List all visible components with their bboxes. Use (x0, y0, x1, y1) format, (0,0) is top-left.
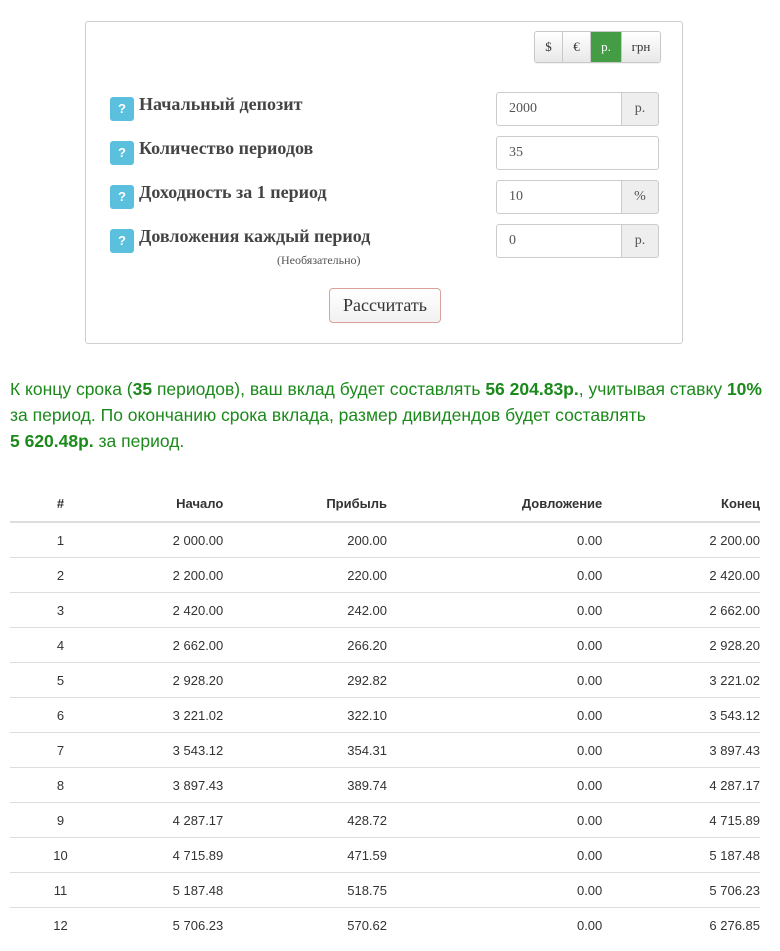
cell-start: 5 706.23 (111, 908, 223, 943)
cell-start: 2 200.00 (111, 558, 223, 593)
cell-end: 2 200.00 (709, 532, 760, 548)
header-number: # (10, 486, 111, 522)
currency-usd-button[interactable]: $ (535, 32, 563, 62)
result-text: за период. (93, 431, 185, 451)
cell-contribution: 0.00 (387, 873, 602, 908)
cell-contribution: 0.00 (387, 838, 602, 873)
cell-end: 5 187.48 (602, 838, 760, 873)
cell-profit: 292.82 (223, 663, 387, 698)
cell-end: 6 276.85 (602, 908, 760, 943)
cell-number: 3 (10, 593, 111, 628)
table-row (10, 768, 760, 803)
cell-number: 11 (10, 873, 111, 908)
cell-number: 5 (10, 663, 111, 698)
additional-contribution-currency-addon: р. (622, 224, 659, 258)
initial-deposit-currency-addon: р. (622, 92, 659, 126)
cell-end: 5 706.23 (602, 873, 760, 908)
table-row (10, 663, 760, 698)
cell-profit: 518.75 (223, 873, 387, 908)
cell-profit: 354.31 (223, 733, 387, 768)
result-text: периодов), ваш вклад будет составлять (152, 379, 486, 399)
table-header-row (10, 486, 760, 522)
cell-contribution: 0.00 (387, 768, 602, 803)
cell-number: 10 (10, 838, 111, 873)
cell-contribution: 0.00 (576, 532, 603, 548)
cell-end: 2 662.00 (602, 593, 760, 628)
table-row (10, 838, 760, 873)
cell-start: 4 287.17 (111, 803, 223, 838)
cell-contribution: 0.00 (387, 908, 602, 943)
currency-uah-button[interactable]: грн (622, 32, 660, 62)
cell-contribution: 0.00 (387, 733, 602, 768)
cell-start: 2 928.20 (111, 663, 223, 698)
table-row (10, 873, 760, 908)
help-icon[interactable]: ? (110, 141, 134, 165)
period-rate-input[interactable]: 10 (496, 180, 622, 214)
cell-start: 2 662.00 (111, 628, 223, 663)
header-start: Начало (111, 486, 223, 522)
cell-start: 3 543.12 (111, 733, 223, 768)
optional-note: (Необязательно) (277, 253, 361, 267)
schedule-table (10, 486, 760, 942)
help-icon[interactable]: ? (110, 185, 134, 209)
cell-start: 5 187.48 (111, 873, 223, 908)
table-row (10, 558, 760, 593)
result-text: К концу срока ( (10, 379, 133, 399)
header-contribution: Довложение (387, 486, 602, 522)
table-row (10, 522, 760, 558)
table-row (10, 593, 760, 628)
cell-profit: 242.00 (223, 593, 387, 628)
cell-contribution: 0.00 (387, 698, 602, 733)
cell-end: 3 221.02 (602, 663, 760, 698)
cell-number: 9 (10, 803, 111, 838)
result-text: , учитывая ставку (578, 379, 727, 399)
cell-end: 2 928.20 (602, 628, 760, 663)
table-row (10, 733, 760, 768)
currency-rub-button[interactable]: р. (591, 32, 622, 62)
cell-end: 4 287.17 (602, 768, 760, 803)
initial-deposit-group (496, 92, 659, 126)
percent-addon: % (622, 180, 659, 214)
currency-eur-button[interactable]: € (563, 32, 591, 62)
initial-deposit-label: Начальный депозит (139, 94, 303, 114)
cell-profit: 220.00 (223, 558, 387, 593)
additional-contribution-group (496, 224, 659, 258)
period-rate-group (496, 180, 659, 214)
cell-number: 1 (56, 532, 65, 548)
result-final-amount: 56 204.83р. (485, 379, 579, 399)
cell-profit: 322.10 (223, 698, 387, 733)
cell-profit: 266.20 (223, 628, 387, 663)
table-body (10, 522, 760, 942)
calculator-panel (85, 21, 683, 344)
cell-profit: 570.62 (223, 908, 387, 943)
result-periods: 35 (132, 379, 153, 399)
help-icon[interactable]: ? (110, 97, 134, 121)
cell-number: 6 (10, 698, 111, 733)
help-icon[interactable]: ? (110, 229, 134, 253)
period-rate-label: Доходность за 1 период (139, 182, 327, 202)
cell-contribution: 0.00 (387, 803, 602, 838)
cell-contribution: 0.00 (387, 628, 602, 663)
table-row (10, 803, 760, 838)
cell-contribution: 0.00 (387, 558, 602, 593)
table-row (10, 628, 760, 663)
initial-deposit-input[interactable]: 2000 (496, 92, 622, 126)
cell-number: 7 (10, 733, 111, 768)
cell-profit: 389.74 (223, 768, 387, 803)
result-text: за период. По окончанию срока вклада, размер дивидендов будет составлять (10, 405, 646, 425)
cell-end: 3 897.43 (602, 733, 760, 768)
cell-number: 12 (10, 908, 111, 943)
result-rate: 10% (726, 379, 762, 399)
cell-profit: 471.59 (223, 838, 387, 873)
cell-end: 2 420.00 (602, 558, 760, 593)
periods-count-group (496, 136, 659, 170)
cell-profit: 200.00 (347, 532, 387, 548)
header-profit: Прибыль (223, 486, 387, 522)
cell-number: 2 (10, 558, 111, 593)
cell-end: 4 715.89 (602, 803, 760, 838)
result-dividend: 5 620.48р. (10, 431, 94, 451)
periods-count-input[interactable]: 35 (496, 136, 659, 170)
cell-number: 8 (10, 768, 111, 803)
cell-contribution: 0.00 (387, 663, 602, 698)
periods-count-label: Количество периодов (139, 138, 314, 158)
additional-contribution-input[interactable]: 0 (496, 224, 622, 258)
cell-start: 4 715.89 (111, 838, 223, 873)
cell-start: 3 221.02 (111, 698, 223, 733)
result-summary (10, 376, 770, 454)
table-row (10, 908, 760, 943)
cell-start: 2 420.00 (111, 593, 223, 628)
cell-profit: 428.72 (223, 803, 387, 838)
cell-start: 3 897.43 (111, 768, 223, 803)
cell-number: 4 (10, 628, 111, 663)
table-row (10, 698, 760, 733)
cell-contribution: 0.00 (387, 593, 602, 628)
calculate-button[interactable]: Рассчитать (329, 288, 441, 323)
currency-selector (534, 31, 661, 63)
cell-start: 2 000.00 (172, 532, 224, 548)
header-end: Конец (602, 486, 760, 522)
cell-end: 3 543.12 (602, 698, 760, 733)
additional-contribution-label: Довложения каждый период (139, 226, 371, 246)
